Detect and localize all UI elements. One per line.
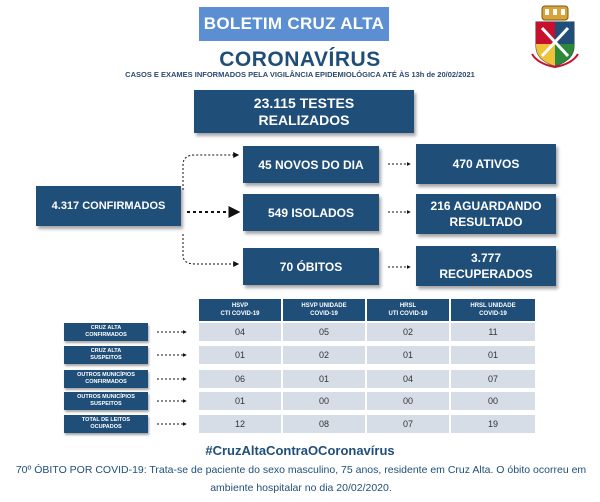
tests-label: REALIZADOS <box>258 111 350 128</box>
table-header-hsvp-cti <box>199 299 281 321</box>
header-line: HRSL UNIDADE <box>470 303 516 309</box>
row-label-total-leitos <box>64 415 148 433</box>
row-label-line: SUSPEITOS <box>90 355 122 361</box>
bulletin-title: BOLETIM CRUZ ALTA <box>199 7 389 41</box>
row-label-line: OUTROS MUNICÍPIOS <box>77 372 135 378</box>
awaiting-box <box>416 194 556 234</box>
header-line: UTI COVID-19 <box>388 311 428 317</box>
active-label: 470 ATIVOS <box>452 157 520 171</box>
table-cell: 00 <box>283 392 365 410</box>
row-label-outros-suspeitos <box>64 392 148 410</box>
awaiting-count: 216 AGUARDANDO <box>430 199 542 213</box>
table-cell: 06 <box>199 370 281 388</box>
row-label-line: SUSPEITOS <box>90 401 122 407</box>
table-cell: 01 <box>451 346 535 364</box>
deaths-box: 70 ÓBITOS <box>243 248 379 285</box>
header-line: HRSL <box>399 303 417 309</box>
active-box <box>416 144 556 184</box>
table-cell: 01 <box>199 392 281 410</box>
table-cell: 00 <box>451 392 535 410</box>
row-label-line: CONFIRMADOS <box>85 332 127 338</box>
table-cell: 04 <box>199 323 281 341</box>
row-label-cruz-alta-suspeitos <box>64 346 148 364</box>
row-label-line: CRUZ ALTA <box>90 325 122 331</box>
row-label-line: TOTAL DE LEITOS <box>81 417 131 423</box>
campaign-hashtag: #CruzAltaContraOCoronavírus <box>205 443 395 458</box>
row-label-line: CRUZ ALTA <box>90 348 122 354</box>
row-label-line: CONFIRMADOS <box>85 379 127 385</box>
row-label-line: OUTROS MUNICÍPIOS <box>77 394 135 400</box>
table-header-hrsl-unidade <box>451 299 535 321</box>
row-label-line: OCUPADOS <box>90 424 122 430</box>
table-cell: 08 <box>283 415 365 433</box>
row-label-outros-confirmados <box>64 370 148 388</box>
header-line: COVID-19 <box>310 311 338 317</box>
confirmed-box: 4.317 CONFIRMADOS <box>36 186 181 226</box>
death-note: 70º ÓBITO POR COVID-19: Trata-se de paciente do sexo masculino, 75 anos, residente em Cruz Alta. O óbito ocorreu em ambiente hospitalar no dia 20/02/2020. <box>15 464 587 494</box>
page-subtitle: CASOS E EXAMES INFORMADOS PELA VIGILÂNCIA EPIDEMIOLÓGICA ATÉ ÀS 13h de 20/02/2021 <box>125 70 475 79</box>
table-header-hrsl-uti <box>367 299 449 321</box>
table-cell: 05 <box>283 323 365 341</box>
tests-count: 23.115 TESTES <box>253 94 355 111</box>
row-label-cruz-alta-confirmados <box>64 323 148 341</box>
table-cell: 11 <box>451 323 535 341</box>
table-cell: 19 <box>451 415 535 433</box>
awaiting-label: RESULTADO <box>449 215 523 229</box>
table-cell: 07 <box>367 415 449 433</box>
page-heading: CORONAVÍRUS <box>219 48 381 71</box>
table-cell: 12 <box>199 415 281 433</box>
table-cell: 04 <box>367 370 449 388</box>
isolated-box: 549 ISOLADOS <box>243 194 379 231</box>
header-line: HSVP UNIDADE <box>301 303 347 309</box>
table-cell: 00 <box>367 392 449 410</box>
header-line: HSVP <box>231 303 249 309</box>
header-line: COVID-19 <box>479 311 507 317</box>
table-cell: 02 <box>367 323 449 341</box>
header-line: CTI COVID-19 <box>220 311 260 317</box>
table-header-hsvp-unidade <box>283 299 365 321</box>
table-cell: 02 <box>283 346 365 364</box>
new-today-box: 45 NOVOS DO DIA <box>243 146 379 183</box>
recovered-label: RECUPERADOS <box>439 267 533 281</box>
table-cell: 01 <box>367 346 449 364</box>
table-cell: 01 <box>199 346 281 364</box>
recovered-count: 3.777 <box>470 251 502 265</box>
recovered-box <box>416 246 556 286</box>
table-cell: 07 <box>451 370 535 388</box>
table-cell: 01 <box>283 370 365 388</box>
